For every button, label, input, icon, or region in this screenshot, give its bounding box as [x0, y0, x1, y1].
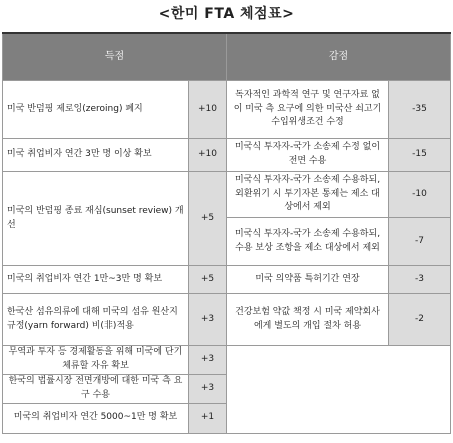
loss-item: 미국식 투자자-국가 소송제 수용하되, 외환위기 시 투기자본 통제는 제소 대상에서 제외 — [227, 172, 389, 218]
gain-item: 한국산 섬유의류에 대해 미국의 섬유 원산지 규정(yarn forward) 비(非)적용 — [3, 294, 189, 346]
loss-score: -10 — [389, 172, 451, 218]
gain-score: +10 — [189, 81, 227, 139]
gain-score: +5 — [189, 266, 227, 294]
gain-score: +5 — [189, 172, 227, 266]
table-row — [3, 172, 451, 218]
gain-item: 무역과 투자 등 경제활동을 위해 미국에 단기 체류할 자유 확보 — [3, 346, 189, 375]
table-row — [3, 346, 451, 375]
gain-item: 미국의 취업비자 연간 5000~1만 명 확보 — [3, 403, 189, 433]
empty-cell — [227, 346, 451, 434]
gain-score: +3 — [189, 374, 227, 403]
gain-score: +1 — [189, 403, 227, 433]
table-row — [3, 266, 451, 294]
gain-item: 미국 반덤핑 제로잉(zeroing) 폐지 — [3, 81, 189, 139]
loss-item: 미국식 투자자-국가 소송제 수정 없이 전면 수용 — [227, 139, 389, 172]
loss-score: -15 — [389, 139, 451, 172]
loss-score: -35 — [389, 81, 451, 139]
loss-item: 미국 의약품 특허기간 연장 — [227, 266, 389, 294]
gain-header: 득점 — [3, 33, 227, 81]
loss-score: -7 — [389, 218, 451, 266]
loss-item: 미국식 투자자-국가 소송제 수용하되, 수용 보상 조항을 제소 대상에서 제외 — [227, 218, 389, 266]
gain-item: 한국의 법률시장 전면개방에 대한 미국 측 요구 수용 — [3, 374, 189, 403]
table-row — [3, 81, 451, 139]
loss-score: -2 — [389, 294, 451, 346]
gain-item: 미국의 반덤핑 종료 재심(sunset review) 개선 — [3, 172, 189, 266]
score-table — [2, 32, 451, 434]
loss-score: -3 — [389, 266, 451, 294]
gain-score: +10 — [189, 139, 227, 172]
page-title: <한미 FTA 체점표> — [158, 6, 295, 22]
gain-score: +3 — [189, 346, 227, 375]
gain-score: +3 — [189, 294, 227, 346]
table-row — [3, 294, 451, 346]
loss-item: 건강보험 약값 책정 시 미국 제약회사에게 별도의 개입 절차 허용 — [227, 294, 389, 346]
loss-item: 독자적인 과학적 연구 및 연구자료 없이 미국 측 요구에 의한 미국산 쇠고기 수입위생조건 수정 — [227, 81, 389, 139]
loss-header: 감점 — [227, 33, 451, 81]
gain-item: 미국 취업비자 연간 3만 명 이상 확보 — [3, 139, 189, 172]
gain-item: 미국의 취업비자 연간 1만~3만 명 확보 — [3, 266, 189, 294]
table-row — [3, 139, 451, 172]
